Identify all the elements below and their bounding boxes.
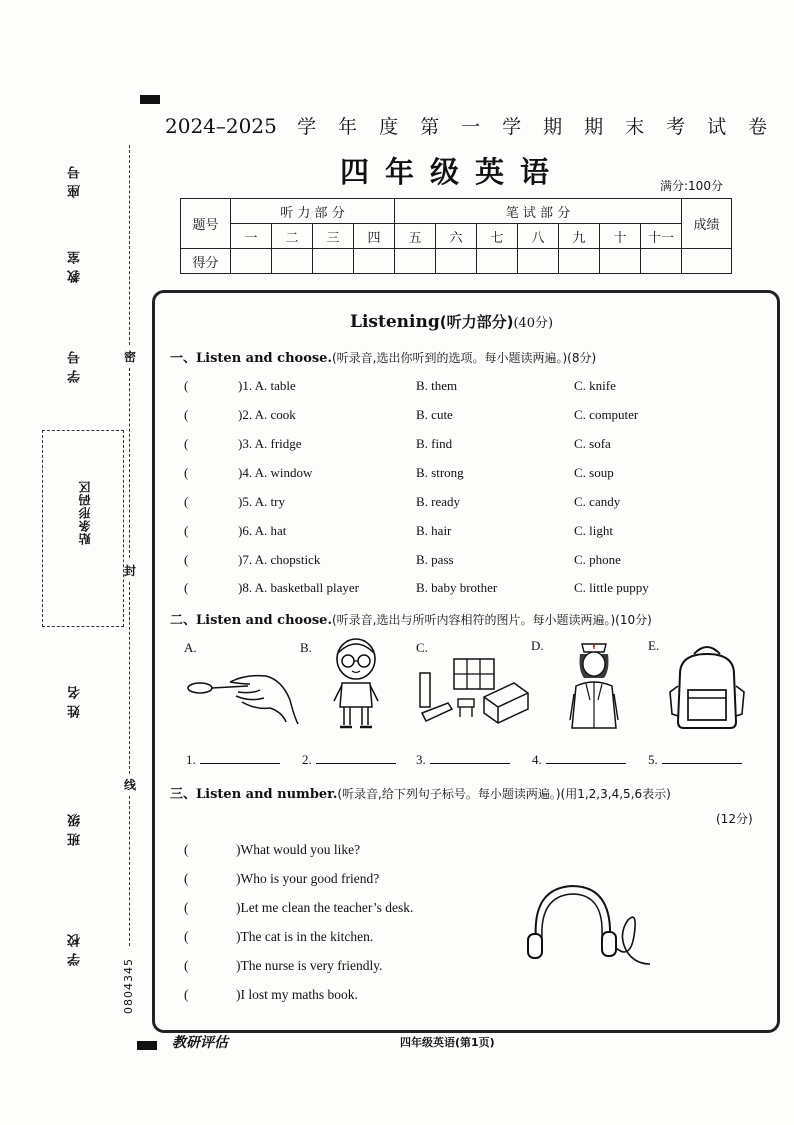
q3-sentence-text: )The nurse is very friendly. bbox=[236, 958, 383, 973]
q1-option-c: C. soup bbox=[574, 465, 614, 480]
picture-label-d: D. bbox=[531, 638, 544, 653]
section-points: (40分) bbox=[513, 316, 554, 331]
score-col: 四 bbox=[354, 224, 395, 249]
seal-char-xian: 线 bbox=[124, 778, 137, 792]
score-table-row-label: 题号 bbox=[181, 199, 231, 249]
exam-title bbox=[165, 112, 789, 139]
score-table-written-group: 笔 试 部 分 bbox=[395, 199, 682, 224]
score-cell[interactable] bbox=[231, 249, 272, 274]
score-table-total-label: 成绩 bbox=[682, 199, 732, 249]
q3-sentence-text: )The cat is in the kitchen. bbox=[236, 929, 374, 944]
answer-paren-open[interactable]: ( bbox=[184, 523, 189, 538]
score-col: 九 bbox=[559, 224, 600, 249]
q1-option-c: C. phone bbox=[574, 552, 621, 567]
q1-title bbox=[170, 347, 596, 366]
q1-option-b: B. them bbox=[416, 378, 458, 393]
answer-paren-open[interactable]: ( bbox=[184, 900, 189, 915]
score-cell[interactable] bbox=[313, 249, 354, 274]
picture-label-b: B. bbox=[300, 640, 312, 655]
seal-char-mi: 密 bbox=[124, 350, 137, 364]
score-table bbox=[180, 198, 732, 274]
school-label: 学校 bbox=[68, 928, 83, 966]
answer-blank-1[interactable] bbox=[186, 752, 280, 768]
q1-option-a: )2. A. cook bbox=[238, 407, 296, 422]
q1-option-b: B. pass bbox=[416, 552, 454, 567]
q3-sentence-text: )I lost my maths book. bbox=[236, 987, 358, 1002]
answer-paren-open[interactable]: ( bbox=[184, 580, 189, 595]
picture-label-c: C. bbox=[416, 640, 428, 655]
binding-line-3 bbox=[129, 582, 130, 774]
score-cell[interactable] bbox=[682, 249, 732, 274]
score-cell[interactable] bbox=[477, 249, 518, 274]
full-score: 满分:100分 bbox=[660, 179, 723, 193]
q3-points-text: (12分) bbox=[716, 812, 753, 826]
answer-paren-open[interactable]: ( bbox=[184, 494, 189, 509]
score-cell[interactable] bbox=[559, 249, 600, 274]
exam-year: 2024–2025 bbox=[165, 114, 277, 138]
headphones-icon bbox=[522, 880, 658, 970]
paper-code: 0804345 bbox=[122, 958, 135, 1014]
section-heading bbox=[350, 311, 553, 332]
section-title: Listening bbox=[350, 312, 440, 332]
answer-paren-open[interactable]: ( bbox=[184, 552, 189, 567]
score-col: 一 bbox=[231, 224, 272, 249]
registration-mark-top bbox=[140, 95, 160, 104]
score-col: 六 bbox=[436, 224, 477, 249]
score-col: 二 bbox=[272, 224, 313, 249]
class-label: 班级 bbox=[68, 808, 83, 846]
score-cell[interactable] bbox=[641, 249, 682, 274]
q2-num: 二、 bbox=[170, 613, 197, 628]
nurse-picture bbox=[566, 634, 622, 730]
score-col: 七 bbox=[477, 224, 518, 249]
answer-paren-open[interactable]: ( bbox=[184, 378, 189, 393]
binding-line-4 bbox=[129, 796, 130, 946]
q2-instruction: (听录音,选出与所听内容相符的图片。每小题读两遍。)(10分) bbox=[331, 613, 652, 627]
q1-option-a: )6. A. hat bbox=[238, 523, 287, 538]
q1-option-c: C. candy bbox=[574, 494, 621, 509]
q3-sentence-text: )Who is your good friend? bbox=[236, 871, 380, 886]
q1-option-c: C. sofa bbox=[574, 436, 611, 451]
blank-number: 1. bbox=[186, 752, 196, 767]
answer-paren-open[interactable]: ( bbox=[184, 842, 189, 857]
q1-option-b: B. hair bbox=[416, 523, 452, 538]
q1-option-a: )5. A. try bbox=[238, 494, 285, 509]
q1-option-b: B. find bbox=[416, 436, 453, 451]
q1-option-c: C. light bbox=[574, 523, 614, 538]
barcode-area-label: 贴条形码区 bbox=[78, 480, 92, 545]
q3-sentence-text: )What would you like? bbox=[236, 842, 361, 857]
answer-paren-open[interactable]: ( bbox=[184, 465, 189, 480]
q2-title-en: Listen and choose. bbox=[196, 613, 332, 628]
living-room-picture bbox=[418, 657, 530, 729]
answer-paren-open[interactable]: ( bbox=[184, 871, 189, 886]
answer-blank-4[interactable] bbox=[532, 752, 626, 768]
q1-option-c: C. knife bbox=[574, 378, 616, 393]
q3-instruction: (听录音,给下列句子标号。每小题读两遍。)(用1,2,3,4,5,6表示) bbox=[337, 787, 671, 801]
q2-title bbox=[170, 609, 652, 628]
q3-title bbox=[170, 783, 671, 802]
q1-option-a: )4. A. window bbox=[238, 465, 313, 480]
q1-option-c: C. computer bbox=[574, 407, 639, 422]
subject-title: 四年级英语 bbox=[340, 155, 566, 189]
q3-sentence-text: )Let me clean the teacher’s desk. bbox=[236, 900, 414, 915]
answer-paren-open[interactable]: ( bbox=[184, 987, 189, 1002]
score-col: 八 bbox=[518, 224, 559, 249]
answer-blank-2[interactable] bbox=[302, 752, 396, 768]
q1-option-a: )3. A. fridge bbox=[238, 436, 302, 451]
answer-blank-5[interactable] bbox=[648, 752, 742, 768]
score-cell[interactable] bbox=[600, 249, 641, 274]
score-col: 五 bbox=[395, 224, 436, 249]
q1-instruction: (听录音,选出你听到的选项。每小题读两遍。)(8分) bbox=[331, 351, 597, 365]
score-row-label: 得分 bbox=[181, 249, 231, 274]
boy-glasses-picture bbox=[328, 637, 384, 735]
q1-num: 一、 bbox=[170, 351, 197, 366]
name-label: 姓名 bbox=[68, 680, 83, 718]
picture-label-e: E. bbox=[648, 638, 660, 653]
seal-char-feng: 封 bbox=[124, 564, 137, 578]
registration-mark-bottom bbox=[137, 1041, 157, 1050]
answer-paren-open[interactable]: ( bbox=[184, 929, 189, 944]
picture-label-a: A. bbox=[184, 640, 197, 655]
score-col: 三 bbox=[313, 224, 354, 249]
q1-option-a: )7. A. chopstick bbox=[238, 552, 321, 567]
q1-option-a: )1. A. table bbox=[238, 378, 296, 393]
footer-page: 四年级英语(第1页) bbox=[400, 1036, 495, 1049]
binding-line-1 bbox=[129, 145, 130, 345]
score-col: 十 bbox=[600, 224, 641, 249]
answer-paren-open[interactable]: ( bbox=[184, 436, 189, 451]
score-cell[interactable] bbox=[436, 249, 477, 274]
student-id-label: 学号 bbox=[68, 345, 83, 383]
q1-title-en: Listen and choose. bbox=[196, 351, 332, 366]
section-title-cn: (听力部分) bbox=[439, 313, 514, 331]
q1-option-b: B. strong bbox=[416, 465, 464, 480]
q3-num: 三、 bbox=[170, 787, 197, 802]
blank-number: 5. bbox=[648, 752, 658, 767]
backpack-picture bbox=[666, 644, 748, 730]
score-col: 十一 bbox=[641, 224, 682, 249]
blank-number: 4. bbox=[532, 752, 542, 767]
answer-paren-open[interactable]: ( bbox=[184, 407, 189, 422]
q1-option-b: B. baby brother bbox=[416, 580, 498, 595]
score-cell[interactable] bbox=[272, 249, 313, 274]
room-label: 教室 bbox=[68, 245, 83, 283]
binding-line-2 bbox=[129, 368, 130, 558]
q1-option-b: B. ready bbox=[416, 494, 461, 509]
q1-option-a: )8. A. basketball player bbox=[238, 580, 359, 595]
footer-brand: 教研评估 bbox=[172, 1035, 228, 1051]
q1-option-c: C. little puppy bbox=[574, 580, 649, 595]
exam-title-cn: 学年度第一学期期末考试卷 bbox=[297, 116, 790, 138]
q3-title-en: Listen and number. bbox=[196, 787, 338, 802]
score-cell[interactable] bbox=[354, 249, 395, 274]
seat-label: 座号 bbox=[68, 160, 83, 198]
answer-blank-3[interactable] bbox=[416, 752, 510, 768]
spoon-hand-picture bbox=[186, 660, 302, 730]
score-cell[interactable] bbox=[395, 249, 436, 274]
score-cell[interactable] bbox=[518, 249, 559, 274]
q3-points bbox=[716, 810, 753, 827]
blank-number: 3. bbox=[416, 752, 426, 767]
blank-number: 2. bbox=[302, 752, 312, 767]
score-table-listening-group: 听 力 部 分 bbox=[231, 199, 395, 224]
q1-option-b: B. cute bbox=[416, 407, 453, 422]
answer-paren-open[interactable]: ( bbox=[184, 958, 189, 973]
